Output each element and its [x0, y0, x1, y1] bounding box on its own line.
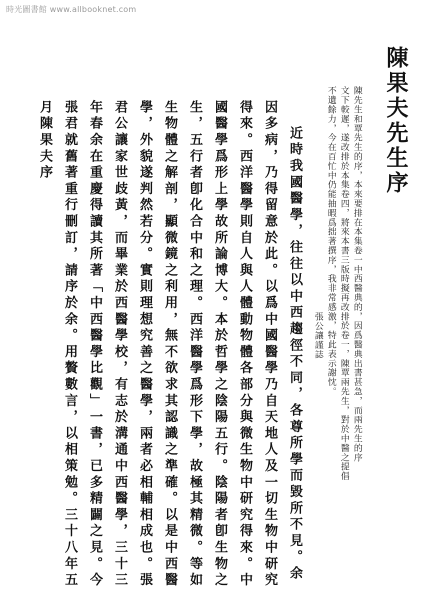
editor-note-line-3: 不遺餘力，今在百忙中仍能抽暇爲拙著撰序，我非常感激，特此表示謝忱。 [325, 86, 336, 397]
body-line-4: 國醫學爲形上學故所論博大。本於哲學之陰陽五行。陰陽者卽生物之 [212, 100, 227, 589]
page-title: 陳果夫先生序 [383, 46, 409, 196]
body-line-10: 張君就舊著重行刪訂，請序於余。用贅數言，以相策勉。三十八年五 [62, 100, 77, 589]
editor-note-line-1: 陳先生和覃先生的序，本來要排在本集卷一中西醫典的，因爲醫典出書甚急，而兩先生的序 [351, 86, 362, 462]
editor-note-line-2: 文下較遲，遂改排於本集卷四，將來本書三版時擬再改排於卷一，陳覃兩先生，對於中醫之提倡 [338, 86, 349, 481]
body-line-2: 因多病，乃得留意於此。以爲中國醫學乃自天地人及一切生物中研究 [262, 100, 277, 589]
editor-note-signature: 張公讓謹誌 [312, 312, 323, 359]
body-line-8: 君公讓家世歧黃，而畢業於西醫學校，有志於溝通中西醫學，三十三 [112, 100, 127, 589]
body-line-5: 生，五行者卽化合中和之理。西洋醫學爲形下學，故極其精微。等如 [187, 100, 202, 589]
body-line-7: 學，外貌遂判然若分。實則理想究善之醫學，兩者必相輔相成也。張 [137, 100, 152, 589]
watermark: 時光圖書館 www.allbooknet.com [6, 5, 137, 14]
body-signature-line: 月陳果夫序 [37, 100, 52, 182]
body-line-3: 得來。西洋醫學則自人與人體動物體各部分與微生物中研究得來。中 [237, 100, 252, 589]
body-line-9: 年春余在重慶得讀其所著「中西醫學比觀」一書，已多精闢之見。今 [87, 100, 102, 589]
body-line-6: 生物體之解剖，顯微鏡之利用，無不欲求其認識之準確。以是中西醫 [162, 100, 177, 589]
body-line-1: 近時我國醫學，往往以中西趨徑不同，各尊所學而毀所不見。余 [287, 126, 302, 583]
